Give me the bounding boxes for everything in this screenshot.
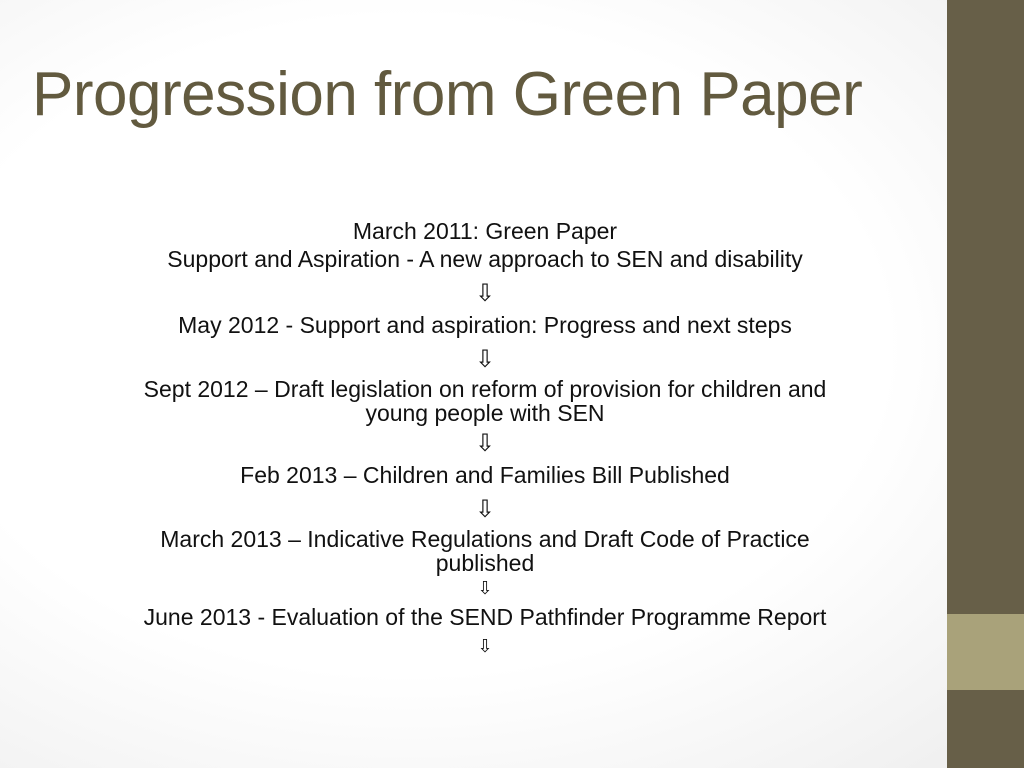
timeline-entry-progress	[30, 312, 940, 340]
timeline-entry-line: Sept 2012 – Draft legislation on reform of provision for children and	[143, 376, 827, 402]
down-arrow-icon: ⇩	[477, 636, 493, 657]
down-arrow-icon: ⇩	[474, 345, 496, 373]
down-arrow-icon: ⇩	[477, 578, 493, 599]
timeline-entry-code-of-practice	[30, 528, 940, 574]
timeline-entry-line: young people with SEN	[365, 400, 605, 426]
timeline-entry-line: Feb 2013 – Children and Families Bill Published	[240, 462, 730, 488]
down-arrow-icon: ⇩	[474, 495, 496, 523]
down-arrow-icon: ⇩	[474, 279, 496, 307]
timeline-entry-bill-published	[30, 462, 940, 490]
timeline-entry-line: March 2011: Green Paper	[352, 218, 618, 244]
timeline-entry-line: May 2012 - Support and aspiration: Progress and next steps	[178, 312, 792, 338]
timeline-entry-draft-legislation	[30, 378, 940, 424]
timeline-entry-line: March 2013 – Indicative Regulations and Draft Code of Practice	[160, 526, 810, 552]
timeline-entry-line: Support and Aspiration - A new approach to SEN and disability	[167, 246, 803, 272]
timeline-entry-line: published	[435, 550, 535, 576]
timeline-entry-pathfinder-report	[30, 604, 940, 632]
timeline	[30, 218, 940, 662]
timeline-entry-line: June 2013 - Evaluation of the SEND Pathfinder Programme Report	[143, 604, 827, 630]
timeline-entry-green-paper	[30, 218, 940, 274]
side-bar-accent	[947, 614, 1024, 690]
down-arrow-icon: ⇩	[474, 429, 496, 457]
slide-title: Progression from Green Paper	[32, 60, 863, 129]
